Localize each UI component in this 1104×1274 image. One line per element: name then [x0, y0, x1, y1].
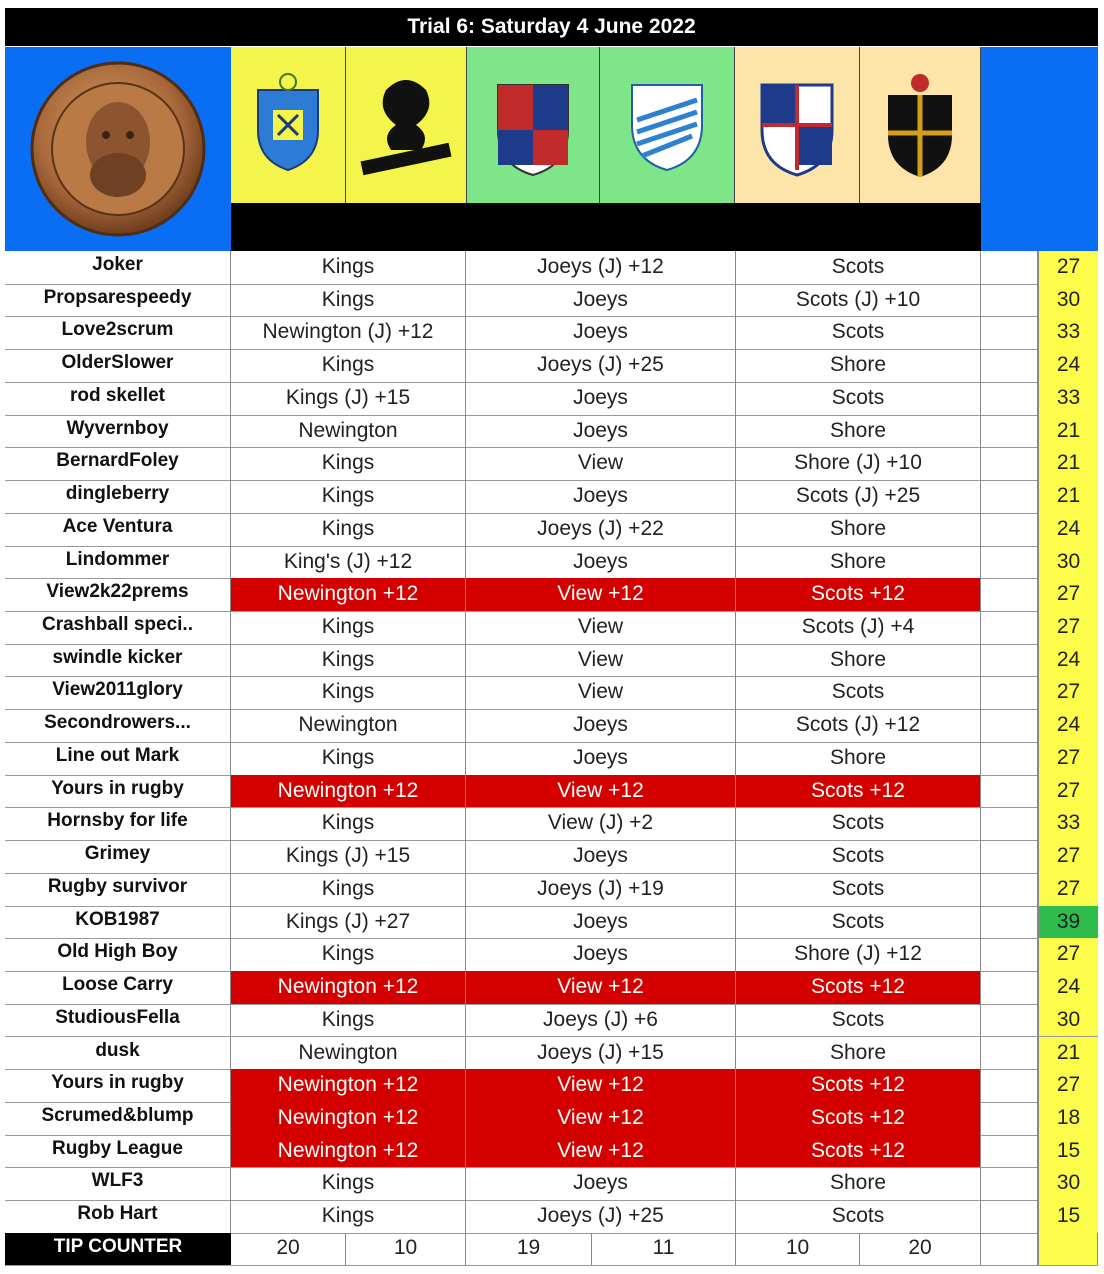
tip-game-3: Scots: [736, 316, 981, 349]
tip-game-2: Joeys: [466, 840, 736, 873]
tip-game-3: Scots: [736, 251, 981, 284]
tip-game-2: Joeys: [466, 415, 736, 448]
tip-game-1: Kings: [231, 873, 466, 906]
tip-game-2: View: [466, 611, 736, 644]
tip-game-1: Newington: [231, 415, 466, 448]
table-row: [5, 873, 1098, 907]
tip-counter-shore: 10: [736, 1233, 860, 1265]
tip-game-3: Shore: [736, 1037, 981, 1070]
blank-cell: [981, 1102, 1038, 1135]
tip-game-1: Kings: [231, 676, 466, 709]
tip-game-2: Joeys: [466, 382, 736, 415]
tip-game-1: Newington +12: [231, 1102, 466, 1135]
score-cell: 33: [1038, 382, 1098, 415]
tipster-name: Crashball speci..: [5, 611, 231, 644]
tip-game-3: Shore: [736, 644, 981, 677]
header-black-bar: [231, 203, 981, 251]
tipster-name: Rugby League: [5, 1135, 231, 1168]
score-cell: 27: [1038, 938, 1098, 971]
score-cell: 21: [1038, 447, 1098, 480]
tip-game-1: Kings (J) +15: [231, 382, 466, 415]
blank-cell: [981, 1004, 1038, 1037]
score-cell: 21: [1038, 415, 1098, 448]
tip-game-3: Shore: [736, 742, 981, 775]
tip-game-2: Joeys: [466, 480, 736, 513]
table-row: [5, 709, 1098, 743]
table-row: [5, 742, 1098, 776]
tip-game-1: Newington +12: [231, 1135, 466, 1168]
joeys-logo-cell: [467, 47, 600, 203]
tip-counter-joeys: 19: [466, 1233, 592, 1265]
tipster-name: Old High Boy: [5, 938, 231, 971]
score-cell: 27: [1038, 873, 1098, 906]
tipster-name: Joker: [5, 251, 231, 284]
tip-game-1: Newington +12: [231, 775, 466, 808]
tipster-name: KOB1987: [5, 906, 231, 939]
tip-counter-riverview: 11: [592, 1233, 736, 1265]
tipster-name: Rob Hart: [5, 1200, 231, 1233]
tip-game-1: Newington +12: [231, 1069, 466, 1102]
blank-cell: [981, 873, 1038, 906]
table-row: [5, 415, 1098, 449]
tip-game-3: Scots (J) +10: [736, 284, 981, 317]
tip-game-1: Kings: [231, 349, 466, 382]
blank-cell: [981, 316, 1038, 349]
score-cell: 30: [1038, 1004, 1098, 1037]
tip-game-3: Scots +12: [736, 1102, 981, 1135]
tip-game-2: Joeys (J) +6: [466, 1004, 736, 1037]
tip-game-1: Kings (J) +15: [231, 840, 466, 873]
tip-game-2: View +12: [466, 578, 736, 611]
tip-game-3: Shore: [736, 349, 981, 382]
kings-crest-icon: [243, 70, 333, 180]
tip-game-1: Kings: [231, 1167, 466, 1200]
tip-game-1: Kings: [231, 447, 466, 480]
tipster-name: Lindommer: [5, 546, 231, 579]
tip-counter-newington: 10: [346, 1233, 466, 1265]
table-row: [5, 1004, 1098, 1038]
blank-cell: [981, 938, 1038, 971]
newington-logo-cell: [346, 47, 467, 203]
tip-counter-row: [5, 1233, 1098, 1266]
score-cell: 15: [1038, 1200, 1098, 1233]
table-row: [5, 1200, 1098, 1234]
medal-panel: [5, 47, 231, 251]
tip-game-2: Joeys: [466, 316, 736, 349]
tip-game-3: Scots: [736, 1200, 981, 1233]
table-row: [5, 906, 1098, 940]
tip-game-2: Joeys: [466, 906, 736, 939]
score-cell: 24: [1038, 971, 1098, 1004]
tip-game-2: Joeys (J) +25: [466, 1200, 736, 1233]
medal-logo: [5, 47, 231, 251]
tip-game-3: Scots +12: [736, 578, 981, 611]
newington-crest-icon: [356, 70, 456, 180]
tip-game-3: Scots: [736, 807, 981, 840]
score-cell: 27: [1038, 742, 1098, 775]
tip-game-2: View: [466, 676, 736, 709]
tip-game-1: Newington: [231, 1037, 466, 1070]
table-row: [5, 382, 1098, 416]
tip-game-2: View +12: [466, 1135, 736, 1168]
blank-cell: [981, 513, 1038, 546]
score-cell: 27: [1038, 1069, 1098, 1102]
tip-game-2: View: [466, 644, 736, 677]
blank-cell: [981, 611, 1038, 644]
table-row: [5, 546, 1098, 580]
score-cell: 30: [1038, 546, 1098, 579]
tip-game-3: Scots: [736, 873, 981, 906]
score-cell: 33: [1038, 316, 1098, 349]
tip-counter-score: [1038, 1233, 1098, 1265]
tipster-name: Love2scrum: [5, 316, 231, 349]
tipster-name: BernardFoley: [5, 447, 231, 480]
tipster-name: Yours in rugby: [5, 775, 231, 808]
tipster-name: StudiousFella: [5, 1004, 231, 1037]
tip-game-3: Scots +12: [736, 1069, 981, 1102]
tipster-name: Grimey: [5, 840, 231, 873]
score-cell: 33: [1038, 807, 1098, 840]
blank-cell: [981, 382, 1038, 415]
table-row: [5, 1102, 1098, 1136]
tip-game-1: Kings: [231, 644, 466, 677]
score-cell: 27: [1038, 578, 1098, 611]
table-row: [5, 349, 1098, 383]
tip-game-2: Joeys: [466, 546, 736, 579]
table-row: [5, 938, 1098, 972]
blank-cell: [981, 349, 1038, 382]
blank-cell: [981, 775, 1038, 808]
tip-game-2: Joeys: [466, 284, 736, 317]
tipster-name: Wyvernboy: [5, 415, 231, 448]
tip-game-3: Scots +12: [736, 775, 981, 808]
score-cell: 18: [1038, 1102, 1098, 1135]
kings-logo-cell: [231, 47, 346, 203]
blank-cell: [981, 742, 1038, 775]
tip-game-1: Newington +12: [231, 971, 466, 1004]
blank-cell: [981, 1135, 1038, 1168]
blank-cell: [981, 807, 1038, 840]
tip-game-1: King's (J) +12: [231, 546, 466, 579]
tip-game-2: View (J) +2: [466, 807, 736, 840]
tip-game-1: Newington +12: [231, 578, 466, 611]
blank-cell: [981, 709, 1038, 742]
tipster-name: Secondrowers...: [5, 709, 231, 742]
tip-game-2: Joeys: [466, 742, 736, 775]
score-cell: 15: [1038, 1135, 1098, 1168]
shore-logo-cell: [735, 47, 860, 203]
tip-game-3: Shore: [736, 415, 981, 448]
table-row: [5, 316, 1098, 350]
riverview-logo-cell: [600, 47, 735, 203]
tip-counter-label: TIP COUNTER: [5, 1233, 231, 1265]
blank-cell: [981, 906, 1038, 939]
table-row: [5, 1167, 1098, 1201]
table-row: [5, 251, 1098, 285]
blank-cell: [981, 1200, 1038, 1233]
table-row: [5, 775, 1098, 809]
table-row: [5, 676, 1098, 710]
tip-game-3: Scots: [736, 382, 981, 415]
tip-game-1: Kings: [231, 1200, 466, 1233]
page-title: Trial 6: Saturday 4 June 2022: [5, 8, 1098, 46]
score-cell: 24: [1038, 349, 1098, 382]
tip-game-3: Shore: [736, 1167, 981, 1200]
score-cell: 30: [1038, 1167, 1098, 1200]
tip-game-3: Scots +12: [736, 971, 981, 1004]
tip-game-1: Kings: [231, 938, 466, 971]
tip-game-1: Kings (J) +27: [231, 906, 466, 939]
tip-game-1: Kings: [231, 251, 466, 284]
tip-game-1: Kings: [231, 513, 466, 546]
tip-game-1: Newington: [231, 709, 466, 742]
tip-game-2: View +12: [466, 971, 736, 1004]
tip-game-2: Joeys (J) +15: [466, 1037, 736, 1070]
tipster-name: swindle kicker: [5, 644, 231, 677]
blank-cell: [981, 546, 1038, 579]
tip-game-3: Scots (J) +25: [736, 480, 981, 513]
tip-game-3: Scots: [736, 906, 981, 939]
tip-game-1: Kings: [231, 284, 466, 317]
tip-game-1: Newington (J) +12: [231, 316, 466, 349]
riverview-crest-icon: [612, 70, 722, 180]
tipster-name: Rugby survivor: [5, 873, 231, 906]
score-cell: 27: [1038, 676, 1098, 709]
tipster-name: Loose Carry: [5, 971, 231, 1004]
table-row: [5, 447, 1098, 481]
blank-cell: [981, 1167, 1038, 1200]
table-row: [5, 807, 1098, 841]
tip-game-3: Scots +12: [736, 1135, 981, 1168]
tip-game-1: Kings: [231, 611, 466, 644]
tipster-name: WLF3: [5, 1167, 231, 1200]
tip-game-2: Joeys (J) +19: [466, 873, 736, 906]
table-row: [5, 284, 1098, 318]
score-panel: [981, 47, 1098, 251]
score-cell: 39: [1038, 906, 1098, 939]
tip-game-3: Scots (J) +12: [736, 709, 981, 742]
table-row: [5, 480, 1098, 514]
tipster-name: View2011glory: [5, 676, 231, 709]
score-cell: 27: [1038, 840, 1098, 873]
table-row: [5, 840, 1098, 874]
tip-counter-kings: 20: [231, 1233, 346, 1265]
tip-game-1: Kings: [231, 480, 466, 513]
table-row: [5, 1069, 1098, 1103]
tip-game-3: Scots: [736, 1004, 981, 1037]
blank-cell: [981, 644, 1038, 677]
blank-cell: [981, 447, 1038, 480]
tip-counter-scots: 20: [860, 1233, 981, 1265]
blank-cell: [981, 415, 1038, 448]
tipster-name: dingleberry: [5, 480, 231, 513]
blank-cell: [981, 840, 1038, 873]
tipster-name: Ace Ventura: [5, 513, 231, 546]
tipster-name: Hornsby for life: [5, 807, 231, 840]
blank-cell: [981, 971, 1038, 1004]
shore-crest-icon: [747, 70, 847, 180]
score-cell: 27: [1038, 611, 1098, 644]
blank-cell: [981, 251, 1038, 284]
tip-game-2: View +12: [466, 1102, 736, 1135]
score-cell: 24: [1038, 644, 1098, 677]
table-row: [5, 1135, 1098, 1169]
tip-game-1: Kings: [231, 1004, 466, 1037]
tipster-name: Line out Mark: [5, 742, 231, 775]
tip-game-3: Shore: [736, 513, 981, 546]
score-cell: 27: [1038, 775, 1098, 808]
tip-game-3: Shore (J) +12: [736, 938, 981, 971]
tip-game-1: Kings: [231, 742, 466, 775]
table-row: [5, 971, 1098, 1005]
blank-cell: [981, 284, 1038, 317]
scots-crest-icon: [870, 65, 970, 185]
tip-game-3: Scots (J) +4: [736, 611, 981, 644]
blank-cell: [981, 578, 1038, 611]
blank-cell: [981, 480, 1038, 513]
table-row: [5, 1037, 1098, 1071]
blank-cell: [981, 1069, 1038, 1102]
tip-game-3: Scots: [736, 676, 981, 709]
table-row: [5, 513, 1098, 547]
score-cell: 30: [1038, 284, 1098, 317]
score-cell: 24: [1038, 513, 1098, 546]
score-cell: 21: [1038, 480, 1098, 513]
tip-game-2: View +12: [466, 1069, 736, 1102]
score-cell: 27: [1038, 251, 1098, 284]
tip-game-2: View +12: [466, 775, 736, 808]
tipster-name: Scrumed&blump: [5, 1102, 231, 1135]
tip-game-2: Joeys: [466, 709, 736, 742]
tip-game-2: View: [466, 447, 736, 480]
tipster-name: dusk: [5, 1037, 231, 1070]
tip-game-2: Joeys: [466, 1167, 736, 1200]
tip-game-2: Joeys: [466, 938, 736, 971]
joeys-crest-icon: [483, 65, 583, 185]
blank-cell: [981, 1037, 1038, 1070]
score-cell: 21: [1038, 1037, 1098, 1070]
tip-game-1: Kings: [231, 807, 466, 840]
scots-logo-cell: [860, 47, 981, 203]
tipster-name: Propsarespeedy: [5, 284, 231, 317]
tip-game-3: Shore: [736, 546, 981, 579]
score-cell: 24: [1038, 709, 1098, 742]
tipster-name: Yours in rugby: [5, 1069, 231, 1102]
table-row: [5, 611, 1098, 645]
tip-game-2: Joeys (J) +22: [466, 513, 736, 546]
table-row: [5, 644, 1098, 678]
table-row: [5, 578, 1098, 612]
tip-counter-blank: [981, 1233, 1038, 1265]
tipster-name: rod skellet: [5, 382, 231, 415]
tip-game-2: Joeys (J) +25: [466, 349, 736, 382]
tip-game-2: Joeys (J) +12: [466, 251, 736, 284]
tipster-name: View2k22prems: [5, 578, 231, 611]
tip-game-3: Shore (J) +10: [736, 447, 981, 480]
blank-cell: [981, 676, 1038, 709]
tip-game-3: Scots: [736, 840, 981, 873]
tipster-name: OlderSlower: [5, 349, 231, 382]
